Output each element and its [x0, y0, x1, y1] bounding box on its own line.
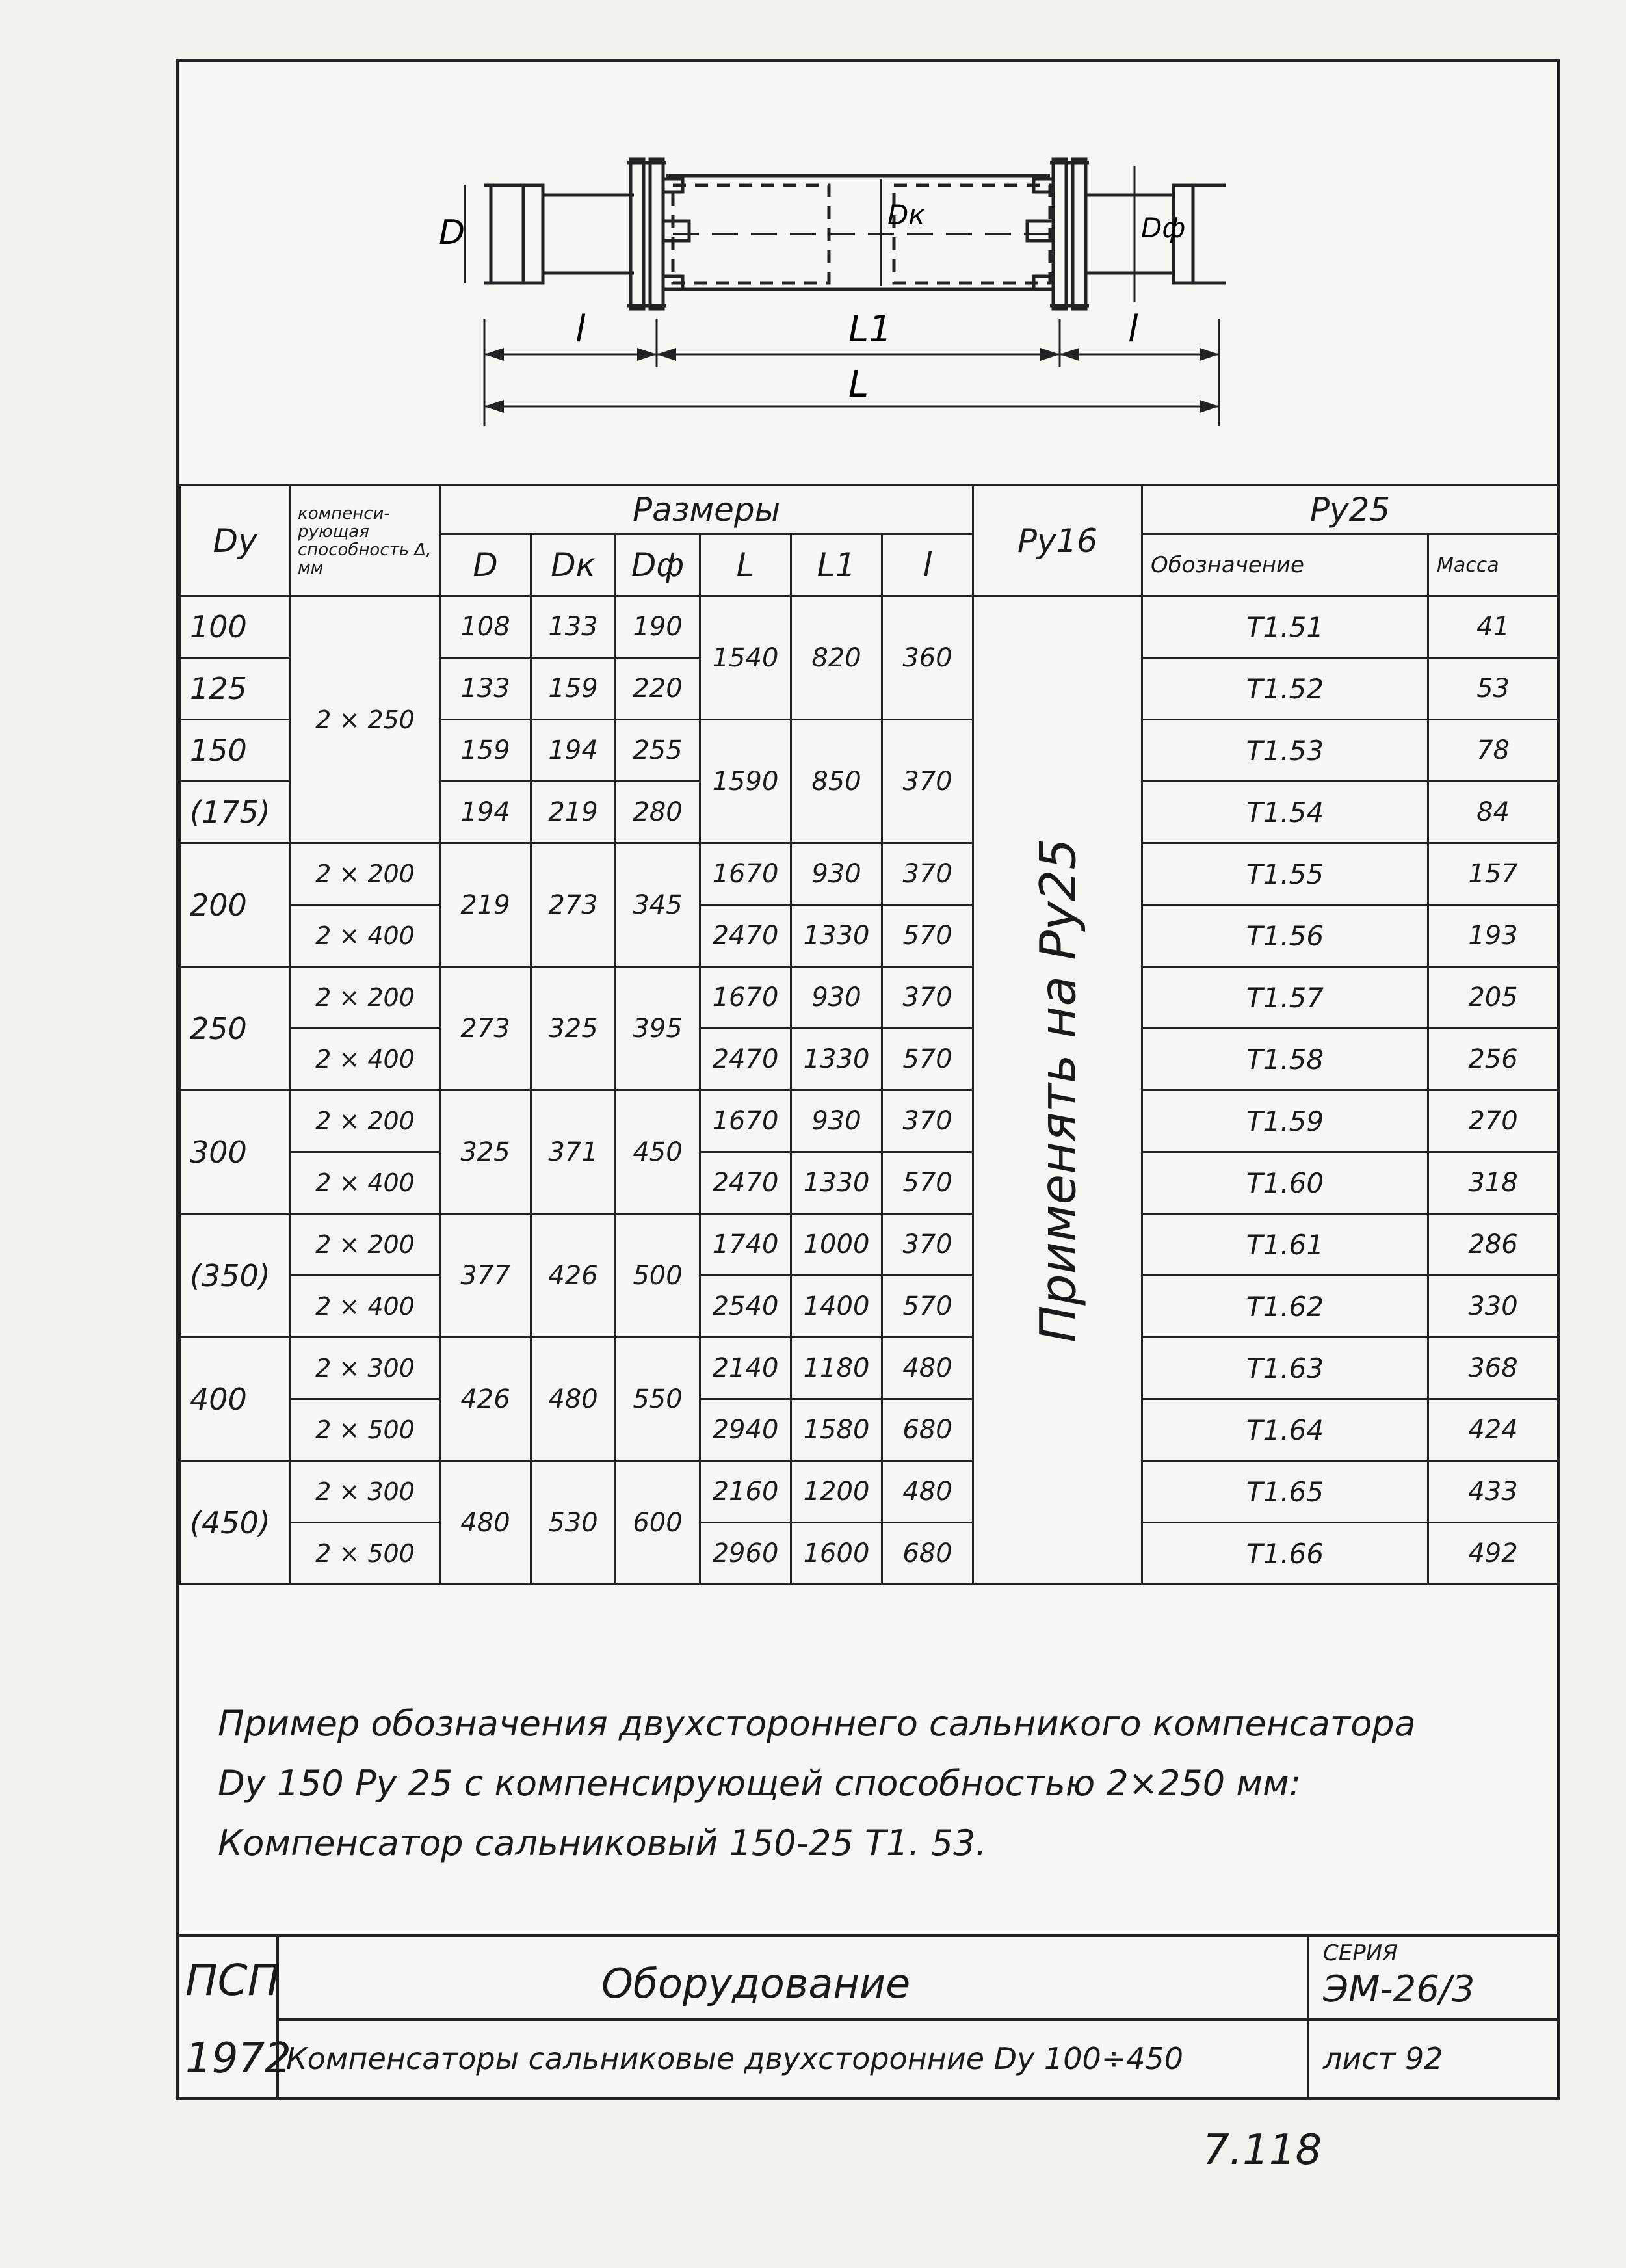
cell-dy: 150 [180, 720, 291, 782]
spec-table [179, 484, 1559, 1585]
cell-le: 480 [882, 1461, 973, 1523]
cell-designation: T1.58 [1142, 1029, 1428, 1090]
cell-mass: 492 [1428, 1523, 1558, 1585]
header-designation: Обозначение [1142, 534, 1428, 596]
cell-mass: 286 [1428, 1214, 1558, 1276]
cell-l: 2540 [700, 1276, 791, 1338]
header-dk: Dк [531, 534, 616, 596]
cell-dk: 159 [531, 658, 616, 720]
subtitle-label: Компенсаторы сальниковые двухсторонние Dу 100÷450 [286, 2041, 1184, 2076]
cell-le: 680 [882, 1399, 973, 1461]
cell-dk: 273 [531, 843, 616, 967]
series-caption: СЕРИЯ [1323, 1940, 1398, 1966]
cell-df: 255 [616, 720, 700, 782]
cell-l: 2160 [700, 1461, 791, 1523]
cell-comp: 2 × 200 [291, 1214, 440, 1276]
cell-designation: T1.64 [1142, 1399, 1428, 1461]
table-row [180, 596, 1558, 658]
cell-designation: T1.61 [1142, 1214, 1428, 1276]
cell-designation: T1.54 [1142, 782, 1428, 843]
cell-l: 2470 [700, 1152, 791, 1214]
cell-l1: 930 [791, 843, 882, 905]
series-code: ЭМ-26/3 [1323, 1968, 1475, 2011]
cell-df: 220 [616, 658, 700, 720]
cell-d: 219 [440, 843, 531, 967]
dim-df-label: Dф [1141, 212, 1186, 244]
example-line-1: Пример обозначения двухстороннего сальникого компенсатора [218, 1703, 1416, 1744]
cell-designation: T1.52 [1142, 658, 1428, 720]
cell-le: 370 [882, 720, 973, 843]
cell-dk: 325 [531, 967, 616, 1090]
header-py25: Py25 [1142, 486, 1558, 534]
header-df: Dф [616, 534, 700, 596]
cell-d: 480 [440, 1461, 531, 1585]
py16-note: Применять на Py25 [1029, 837, 1087, 1343]
dim-l1-label: L1 [848, 308, 892, 350]
title-block-divider [276, 2018, 1557, 2021]
cell-dk: 426 [531, 1214, 616, 1338]
cell-designation: T1.62 [1142, 1276, 1428, 1338]
cell-df: 450 [616, 1090, 700, 1214]
cell-l: 1590 [700, 720, 791, 843]
cell-l1: 930 [791, 967, 882, 1029]
cell-designation: T1.60 [1142, 1152, 1428, 1214]
cell-dk: 194 [531, 720, 616, 782]
cell-dy: 125 [180, 658, 291, 720]
cell-df: 395 [616, 967, 700, 1090]
cell-dy: 400 [180, 1338, 291, 1461]
example-line-2: Dу 150 Py 25 с компенсирующей способностью 2×250 мм: [218, 1763, 1301, 1804]
cell-dy: (175) [180, 782, 291, 843]
cell-le: 570 [882, 1276, 973, 1338]
cell-mass: 424 [1428, 1399, 1558, 1461]
cell-mass: 41 [1428, 596, 1558, 658]
dim-d-label: D [439, 213, 466, 252]
dim-l-right-label: l [1128, 308, 1138, 350]
cell-comp: 2 × 400 [291, 1152, 440, 1214]
table-row [180, 1338, 1558, 1399]
cell-le: 370 [882, 843, 973, 905]
cell-d: 273 [440, 967, 531, 1090]
year-label: 1972 [185, 2035, 291, 2083]
table-row [180, 1214, 1558, 1276]
cell-le: 480 [882, 1338, 973, 1399]
table-row [180, 967, 1558, 1029]
table-row [180, 1152, 1558, 1214]
cell-dy: (450) [180, 1461, 291, 1585]
cell-l: 1670 [700, 1090, 791, 1152]
header-comp: компенси- рующая способность Δ, мм [291, 486, 440, 596]
drawing-sheet [176, 59, 1560, 2100]
page-code: 7.118 [1203, 2126, 1322, 2174]
header-dy: Dу [180, 486, 291, 596]
cell-l: 2960 [700, 1523, 791, 1585]
dim-l-left-label: l [575, 308, 586, 350]
cell-l1: 1580 [791, 1399, 882, 1461]
cell-d: 133 [440, 658, 531, 720]
cell-l: 1670 [700, 967, 791, 1029]
table-row [180, 905, 1558, 967]
cell-mass: 256 [1428, 1029, 1558, 1090]
cell-d: 377 [440, 1214, 531, 1338]
cell-l: 2140 [700, 1338, 791, 1399]
cell-comp: 2 × 200 [291, 1090, 440, 1152]
sheet-number: лист 92 [1323, 2041, 1443, 2076]
cell-mass: 193 [1428, 905, 1558, 967]
cell-dk: 219 [531, 782, 616, 843]
cell-dy: (350) [180, 1214, 291, 1338]
cell-mass: 368 [1428, 1338, 1558, 1399]
cell-l1: 1000 [791, 1214, 882, 1276]
cell-dk: 133 [531, 596, 616, 658]
cell-mass: 84 [1428, 782, 1558, 843]
cell-mass: 157 [1428, 843, 1558, 905]
cell-le: 370 [882, 1214, 973, 1276]
cell-designation: T1.63 [1142, 1338, 1428, 1399]
cell-comp: 2 × 250 [291, 596, 440, 843]
cell-mass: 318 [1428, 1152, 1558, 1214]
cell-comp: 2 × 400 [291, 1276, 440, 1338]
compensator-drawing [179, 62, 1557, 484]
dim-dk-label: Dк [887, 199, 925, 231]
cell-df: 190 [616, 596, 700, 658]
cell-dk: 530 [531, 1461, 616, 1585]
table-row [180, 1461, 1558, 1523]
header-sizes: Размеры [440, 486, 973, 534]
cell-df: 600 [616, 1461, 700, 1585]
cell-designation: T1.55 [1142, 843, 1428, 905]
table-row [180, 843, 1558, 905]
cell-comp: 2 × 300 [291, 1461, 440, 1523]
cell-d: 108 [440, 596, 531, 658]
cell-l: 2470 [700, 1029, 791, 1090]
cell-d: 426 [440, 1338, 531, 1461]
cell-comp: 2 × 400 [291, 1029, 440, 1090]
header-le: l [882, 534, 973, 596]
cell-le: 370 [882, 967, 973, 1029]
cell-l1: 930 [791, 1090, 882, 1152]
cell-designation: T1.53 [1142, 720, 1428, 782]
cell-l1: 850 [791, 720, 882, 843]
cell-designation: T1.57 [1142, 967, 1428, 1029]
cell-le: 570 [882, 905, 973, 967]
cell-l: 1670 [700, 843, 791, 905]
cell-l1: 1330 [791, 1152, 882, 1214]
cell-designation: T1.51 [1142, 596, 1428, 658]
org-label: ПСП [185, 1955, 280, 2005]
cell-l: 2940 [700, 1399, 791, 1461]
cell-l1: 820 [791, 596, 882, 720]
cell-dy: 250 [180, 967, 291, 1090]
cell-l1: 1400 [791, 1276, 882, 1338]
cell-dy: 200 [180, 843, 291, 967]
cell-comp: 2 × 500 [291, 1399, 440, 1461]
cell-dk: 371 [531, 1090, 616, 1214]
cell-le: 370 [882, 1090, 973, 1152]
cell-comp: 2 × 400 [291, 905, 440, 967]
cell-designation: T1.65 [1142, 1461, 1428, 1523]
example-note [218, 1694, 1518, 1873]
cell-comp: 2 × 200 [291, 843, 440, 905]
table-row [180, 1029, 1558, 1090]
cell-d: 194 [440, 782, 531, 843]
cell-mass: 53 [1428, 658, 1558, 720]
cell-df: 345 [616, 843, 700, 967]
cell-l1: 1200 [791, 1461, 882, 1523]
cell-df: 500 [616, 1214, 700, 1338]
cell-le: 360 [882, 596, 973, 720]
cell-le: 680 [882, 1523, 973, 1585]
cell-comp: 2 × 300 [291, 1338, 440, 1399]
cell-l1: 1180 [791, 1338, 882, 1399]
cell-comp: 2 × 500 [291, 1523, 440, 1585]
py16-note-cell [973, 596, 1142, 1585]
cell-dy: 100 [180, 596, 291, 658]
cell-le: 570 [882, 1152, 973, 1214]
cell-l: 2470 [700, 905, 791, 967]
cell-l: 1540 [700, 596, 791, 720]
cell-mass: 330 [1428, 1276, 1558, 1338]
cell-l1: 1330 [791, 1029, 882, 1090]
cell-designation: T1.59 [1142, 1090, 1428, 1152]
cell-d: 159 [440, 720, 531, 782]
header-d: D [440, 534, 531, 596]
example-line-3: Компенсатор сальниковый 150-25 T1. 53. [218, 1823, 987, 1864]
title-label: Оборудование [601, 1960, 911, 2007]
cell-mass: 433 [1428, 1461, 1558, 1523]
cell-mass: 78 [1428, 720, 1558, 782]
cell-df: 280 [616, 782, 700, 843]
table-row [180, 1090, 1558, 1152]
header-py16: Py16 [973, 486, 1142, 596]
cell-l: 1740 [700, 1214, 791, 1276]
title-block [179, 1934, 1557, 2100]
dim-l-total-label: L [848, 363, 869, 406]
cell-df: 550 [616, 1338, 700, 1461]
cell-designation: T1.66 [1142, 1523, 1428, 1585]
cell-l1: 1330 [791, 905, 882, 967]
cell-d: 325 [440, 1090, 531, 1214]
header-l1: L1 [791, 534, 882, 596]
table-row [180, 1276, 1558, 1338]
cell-dy: 300 [180, 1090, 291, 1214]
cell-dk: 480 [531, 1338, 616, 1461]
header-l: L [700, 534, 791, 596]
cell-designation: T1.56 [1142, 905, 1428, 967]
cell-comp: 2 × 200 [291, 967, 440, 1029]
cell-l1: 1600 [791, 1523, 882, 1585]
table-row [180, 1399, 1558, 1461]
table-row [180, 1523, 1558, 1585]
cell-le: 570 [882, 1029, 973, 1090]
cell-mass: 205 [1428, 967, 1558, 1029]
header-mass: Масса [1428, 534, 1558, 596]
cell-mass: 270 [1428, 1090, 1558, 1152]
